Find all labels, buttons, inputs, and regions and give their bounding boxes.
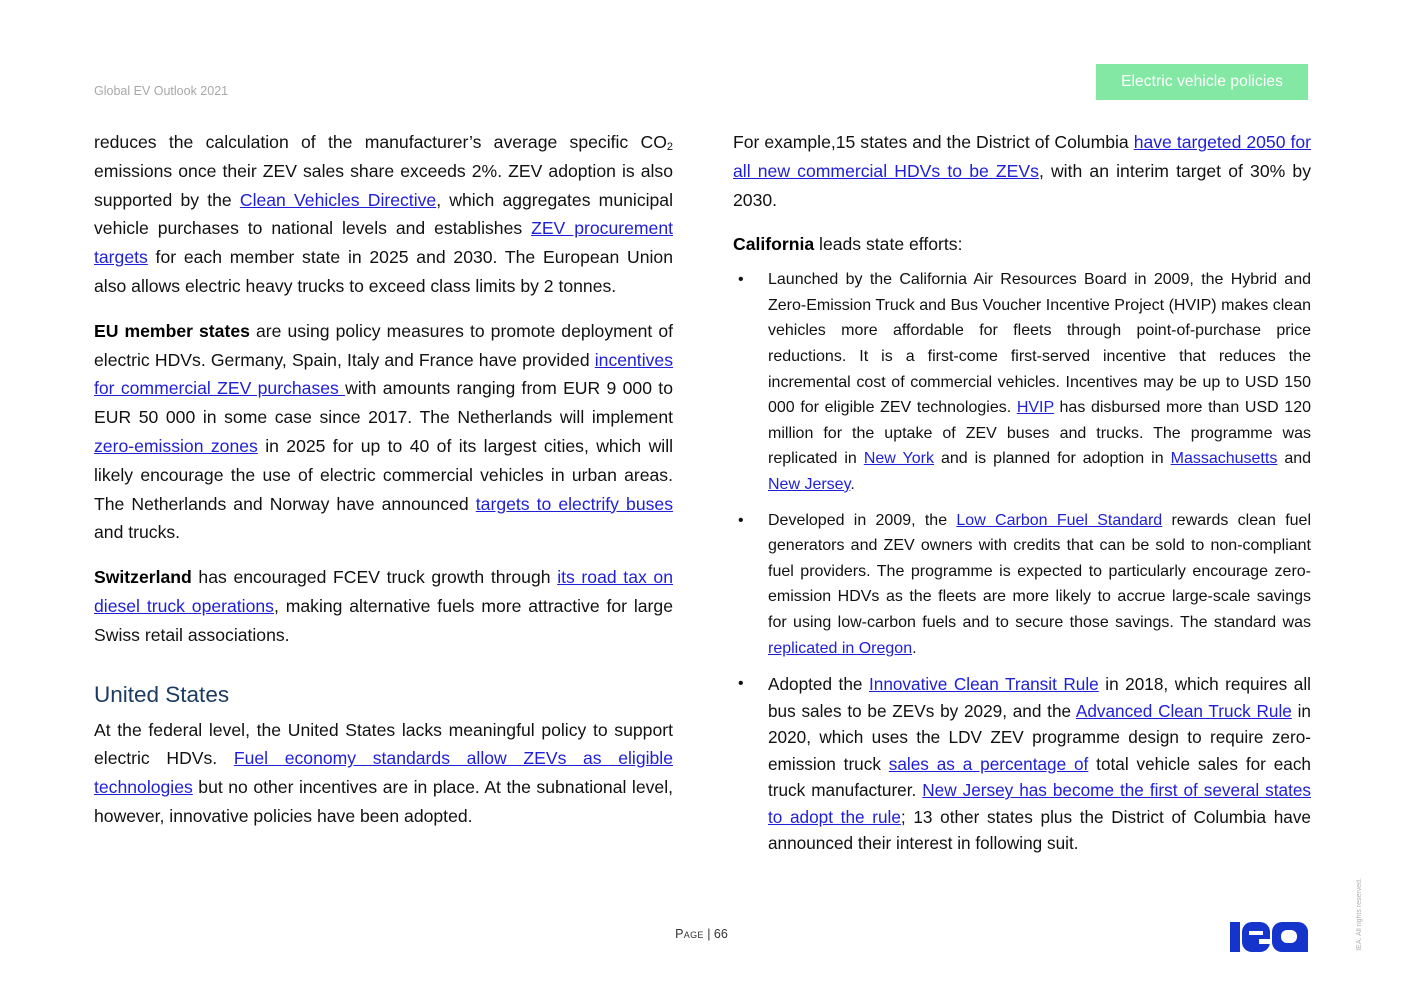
link-fuel-economy-standards[interactable]: Fuel economy standards allow ZEVs as eligible technologies (94, 748, 674, 798)
link-sales-percentage[interactable]: sales as a percentage of (888, 753, 1089, 774)
paragraph-california: California leads state efforts: (733, 234, 963, 255)
left-column (94, 128, 673, 831)
list-item: • Developed in 2009, the Low Carbon Fuel Standard rewards clean fuel generators and ZEV owners with credits that can be sold to non-compliant fuel providers. The programme is expected to particularly encourage zero-emission HDVs as the fleets are more likely to accrue large-scale savings for using low-carbon fuels and to secure those savings. The standard was replicated in Oregon. (733, 508, 1311, 662)
paragraph-switzerland: Switzerland has encouraged FCEV truck growth through its road tax on diesel truck operations, making alternative fuels more attractive for large Swiss retail associations. (94, 567, 673, 645)
link-low-carbon-fuel-standard[interactable]: Low Carbon Fuel Standard (956, 511, 1163, 529)
page-number: 66 (713, 927, 728, 941)
bullet-icon: • (738, 675, 744, 693)
bullet-icon: • (738, 511, 744, 529)
link-new-jersey[interactable]: New Jersey (768, 475, 851, 493)
link-new-york[interactable]: New York (863, 450, 934, 468)
link-advanced-clean-truck-rule[interactable]: Advanced Clean Truck Rule (1075, 700, 1292, 721)
page-footer (0, 927, 1403, 941)
list-item: • Adopted the Innovative Clean Transit Rule in 2018, which requires all bus sales to be ZEVs by 2029, and the Advanced Clean Truck Rule in 2020, which uses the LDV ZEV programme design to require zero-emission truck sales as a percentage of total vehicle sales for each truck manufacturer. New Jersey has become the first of several states to adopt the rule; 13 other states plus the District of Columbia have announced their interest in following suit. (733, 671, 1311, 857)
paragraph-eu-regulation: reduces the calculation of the manufacturer’s average specific $CO_2$ emissions once their ZEV sales share exceeds 2%. ZEV adoption is also supported by the Clean Vehicles Directive, which aggregates municipal vehicle purchases to national levels and establishes ZEV procurement targets for each member state in 2025 and 2030. The European Union also allows electric heavy trucks to exceed class limits by 2 tonnes. (94, 132, 674, 296)
iea-logo (1229, 912, 1309, 956)
paragraph-us-federal: At the federal level, the United States lacks meaningful policy to support electric HDVs. Fuel economy standards allow ZEVs as eligible technologies but no other incentives are in place. At the subnational level, however, innovative policies have been adopted. (94, 719, 674, 826)
link-hvip[interactable]: HVIP (1016, 399, 1054, 417)
paragraph-eu-member-states: EU member states are using policy measures to promote deployment of electric HDVs. Germany, Spain, Italy and France have provided incentives for commercial ZEV purchases with amounts ranging from EUR 9 000 to EUR 50 000 in some case since 2017. The Netherlands will implement zero-emission zones in 2025 for up to 40 of its largest cities, which will likely encourage the use of electric commercial vehicles in urban areas. The Netherlands and Norway have announced targets to electrify buses and trucks. (94, 320, 674, 543)
list-item: • Launched by the California Air Resources Board in 2009, the Hybrid and Zero-Emission Truck and Bus Voucher Incentive Project (HVIP) makes clean vehicles more affordable for fleets through point-of-purchase price reductions. It is a first-come first-served incentive that reduces the incremental cost of commercial vehicles. Incentives may be up to USD 150 000 for eligible ZEV technologies. HVIP has disbursed more than USD 120 million for the uptake of ZEV buses and trucks. The programme was replicated in New York and is planned for adoption in Massachusetts and New Jersey. (733, 267, 1311, 497)
link-zero-emission-zones[interactable]: zero-emission zones (94, 435, 258, 456)
link-innovative-clean-transit-rule[interactable]: Innovative Clean Transit Rule (868, 674, 1099, 695)
link-road-tax-diesel[interactable]: its road tax on diesel truck operations (94, 567, 673, 616)
link-targets-electrify-buses[interactable]: targets to electrify buses (475, 493, 673, 514)
link-zev-procurement-targets[interactable]: ZEV procurement targets (94, 218, 673, 268)
section-badge: Electric vehicle policies (1096, 64, 1308, 100)
link-clean-vehicles-directive[interactable]: Clean Vehicles Directive (239, 189, 437, 210)
right-column (733, 128, 1311, 867)
bullet-icon: • (738, 271, 744, 289)
link-massachusetts[interactable]: Massachusetts (1170, 450, 1278, 468)
link-targeted-2050-hdv[interactable]: have targeted 2050 for all new commercial HDVs to be ZEVs (733, 132, 1312, 181)
report-title: Global EV Outlook 2021 (94, 84, 229, 98)
page-separator: | (703, 927, 714, 941)
link-new-jersey-adopt-rule[interactable]: New Jersey has become the first of several states to adopt the rule (768, 780, 1311, 827)
paragraph-states-targets: For example,15 states and the District of Columbia have targeted 2050 for all new commercial HDVs to be ZEVs, with an interim target of 30% by 2030. (733, 132, 1312, 210)
page-label: Page (675, 927, 704, 941)
heading-united-states: United States (94, 681, 230, 707)
link-incentives-commercial-zev[interactable]: incentives for commercial ZEV purchases (94, 349, 673, 399)
california-policy-list (733, 267, 1311, 856)
rights-notice: IEA. All rights reserved. (1356, 878, 1363, 951)
link-replicated-in-oregon[interactable]: replicated in Oregon (768, 639, 913, 657)
